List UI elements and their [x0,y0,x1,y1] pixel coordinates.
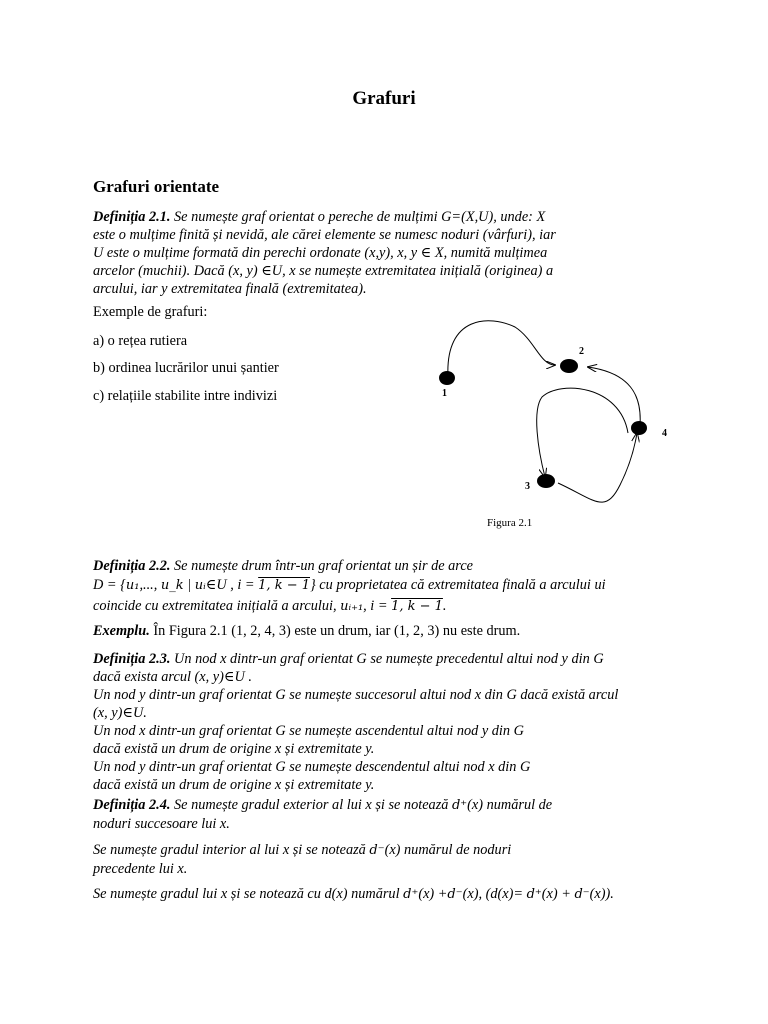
def22-line3: coincide cu extremitatea inițială a arcului, [93,598,341,614]
def23-line3: Un nod y dintr-un graf orientat G se numește succesorul altui nod x din G dacă există arcul [93,687,619,703]
def21-line4: arcelor (muchii). Dacă (x, y) ∈U, x se numește extremitatea inițială (originea) a [93,263,554,279]
figure-caption: Figura 2.1 [487,517,533,529]
def24-dplus: d⁺ [451,798,468,813]
node-1 [439,371,455,385]
degree-dminus-2: d⁻ [574,887,590,902]
directed-graph-figure [420,315,690,540]
def22-ui: uᵢ [194,578,206,593]
def22-d-open: D = { [93,577,126,593]
degree-dplus-1: d⁺ [403,887,419,902]
def21-line1: Se numește graf orientat o pereche de mulțimi G=(X,U), unde: X [170,209,546,225]
node-4 [631,421,647,435]
degree-dminus-1: d⁻ [447,887,463,902]
examples-heading: Exemple de grafuri: [93,304,208,320]
degree-dplus-2: d⁺ [526,887,542,902]
def22-i-eq: , i = [226,577,259,593]
arc-4-3 [537,388,628,477]
def22-ui1: uᵢ₊₁ [340,599,364,614]
def23-line5: Un nod x dintr-un graf orientat G se numește ascendentul altui nod y din G [93,723,524,739]
definition-2-2 [93,557,693,616]
def22-in-u: ∈U [205,577,227,593]
def22-bar: | [183,577,195,593]
def22-range2: 1, k − 1 [391,599,443,614]
def22-range: 1, k − 1 [258,578,310,593]
indegree-paragraph [93,841,693,878]
page-title: Grafuri [352,88,416,109]
arc-4-2 [588,367,640,425]
degree-end: (x)). [589,886,614,902]
definition-2-1 [93,208,653,298]
indegree-line1: Se numește gradul interior al lui x și se notează [93,842,370,858]
def23-line6: dacă există un drum de origine x și extremitate y. [93,741,375,757]
indegree-line1-end: (x) numărul de noduri [384,842,512,858]
example-label: Exemplu. [93,623,150,639]
def22-period: . [442,598,447,614]
def23-line2: dacă exista arcul (x, y)∈U . [93,669,252,685]
def22-label: Definiția 2.2. [93,558,171,574]
degree-text: Se numește gradul lui x și se notează cu d(x) numărul [93,886,404,902]
indegree-line2: precedente lui x. [93,861,188,877]
example-text: În Figura 2.1 (1, 2, 4, 3) este un drum, iar (1, 2, 3) nu este drum. [149,623,521,639]
def23-line7: Un nod y dintr-un graf orientat G se numește descendentul altui nod x din G [93,759,531,775]
arc-3-4 [558,433,637,502]
def22-uk: u_k [160,578,184,593]
node-3-label: 3 [525,481,530,492]
definition-2-3 [93,650,713,794]
def21-label: Definiția 2.1. [93,209,171,225]
def24-label: Definiția 2.4. [93,797,171,813]
degree-paren: (x), (d(x)= [462,886,527,902]
def22-i-eq2: , i = [363,598,392,614]
def21-line5: arcului, iar y extremitatea finală (extremitatea). [93,281,367,297]
def21-line3: U este o mulțime formată din perechi ordonate (x,y), x, y ∈ X, numită mulțimea [93,245,548,261]
def24-line2: noduri succesoare lui x. [93,816,230,832]
def24-line1: Se numește gradul exterior al lui x și se notează [170,797,452,813]
example-paragraph [93,623,520,640]
degree-plus-2: (x) + [541,886,575,902]
indegree-dminus: d⁻ [369,843,385,858]
node-4-label: 4 [662,428,667,439]
def22-d-close: } [310,577,316,593]
degree-plus: (x) + [418,886,448,902]
def23-line4: (x, y)∈U. [93,705,147,721]
def23-line8: dacă există un drum de origine x și extremitate y. [93,777,375,793]
definition-2-4 [93,796,693,833]
node-2-label: 2 [579,346,584,357]
def22-line2-rest: cu proprietatea că extremitatea finală a arcului ui [315,577,606,593]
def22-ellipsis: ,..., [139,577,161,593]
example-c: c) relațiile stabilite intre indivizi [93,388,278,404]
example-a: a) o rețea rutiera [93,333,188,349]
example-b: b) ordinea lucrărilor unui șantier [93,360,279,376]
def24-line1-end: (x) numărul de [467,797,553,813]
degree-paragraph [93,886,614,903]
node-3 [537,474,555,488]
node-1-label: 1 [442,388,447,399]
def22-line1: Se numește drum într-un graf orientat un șir de arce [170,558,474,574]
node-2 [560,359,578,373]
def21-line2: este o mulțime finită și nevidă, ale cărei elemente se numesc noduri (vârfuri), iar [93,227,556,243]
def23-label: Definiția 2.3. [93,651,171,667]
def22-u1: u₁ [125,578,140,593]
section-heading: Grafuri orientate [93,177,220,196]
arc-1-2 [448,321,555,377]
def23-line1: Un nod x dintr-un graf orientat G se numește precedentul altui nod y din G [170,651,604,667]
